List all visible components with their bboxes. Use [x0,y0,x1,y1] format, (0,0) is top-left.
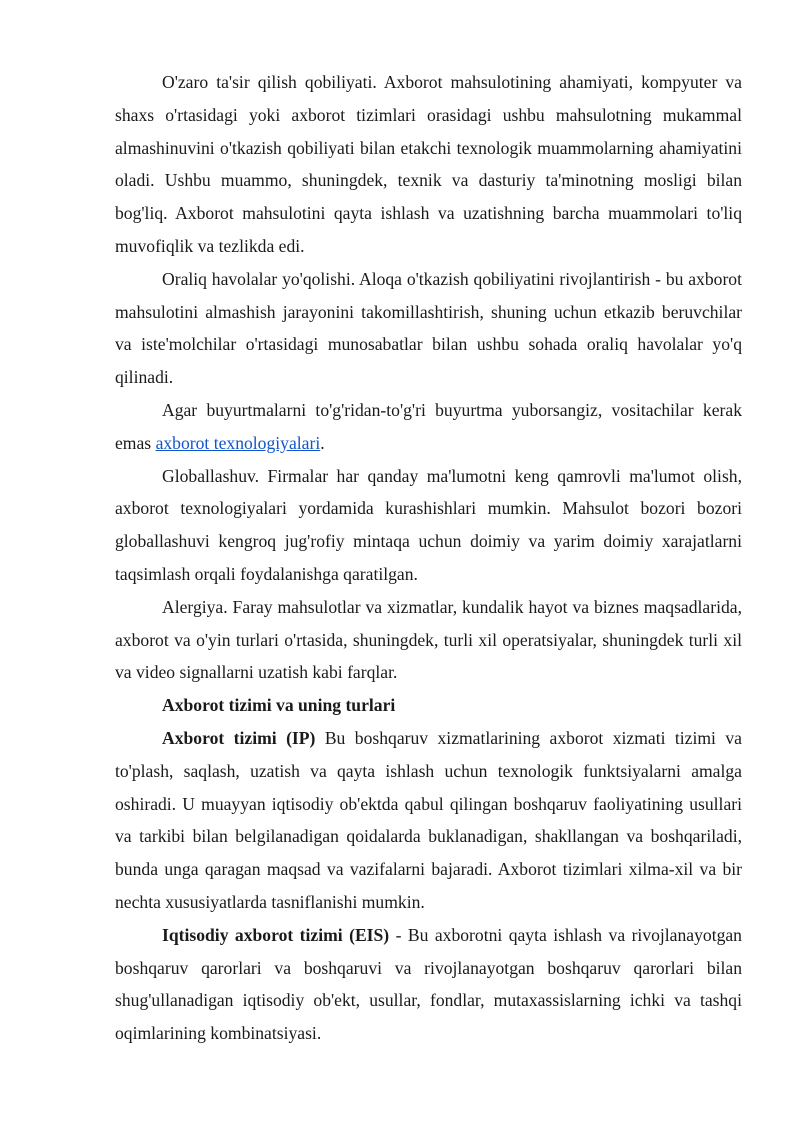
paragraph-interaction: O'zaro ta'sir qilish qobiliyati. Axborot mahsulotining ahamiyati, kompyuter va shaxs o'rtasidagi yoki axborot tizimlari orasidagi ushbu mahsulotning mukammal almashinuvini o'tkazish qobiliyati bilan etakchi texnologik muammolarning ahamiyatini oladi. Ushbu muammo, shuningdek, texnik va dasturiy ta'minotning mosligi bilan bog'liq. Axborot mahsulotini qayta ishlash va uzatishning barcha muammolari to'liq muvofiqlik va tezlikda edi. [115,72,742,256]
paragraph-orders-end: . [320,432,325,453]
paragraph-intermediate-links: Oraliq havolalar yo'qolishi. Aloqa o'tkazish qobiliyatini rivojlantirish - bu axborot mahsulotini almashish jarayonini takomillashtirish, shuning uchun etkazib beruvchilar va iste'molchilar o'rtasidagi munosabatlar bilan ushbu sohada oraliq havolalar yo'q qilinadi. [115,268,742,388]
paragraph-orders [115,394,742,460]
definition-economic-information-system: - Bu axborotni qayta ishlash va rivojlanayotgan boshqaruv qarorlari va boshqaruvi va rivojlanayotgan boshqaruv qarorlari bilan shug'ullanadigan iqtisodiy ob'ekt, usullar, fondlar, mutaxassislarning ichki va tashqi oqimlarining kombinatsiyasi. [115,924,742,1044]
paragraph-information-system [115,722,742,919]
term-information-system: Axborot tizimi (IP) [162,727,316,748]
section-heading: Axborot tizimi va uning turlari [162,695,396,716]
document-page [115,66,742,1050]
paragraph-economic-information-system [115,919,742,1050]
paragraph-orders-text: Agar buyurtmalarni to'g'ridan-to'g'ri buyurtma yuborsangiz, vositachilar kerak emas [115,399,742,453]
paragraph-globalization: Globallashuv. Firmalar har qanday ma'lumotni keng qamrovli ma'lumot olish, axborot texnologiyalari yordamida kurashishlari mumkin. Mahsulot bozori bozori globallashuvi kengroq jug'rofiy mintaqa uchun doimiy va yarim doimiy xarajatlarni taqsimlash orqali foydalanishga qaratilgan. [115,465,742,584]
paragraph-allergy: Alergiya. Faray mahsulotlar va xizmatlar, kundalik hayot va biznes maqsadlarida, axborot va o'yin turlari o'rtasida, shuningdek, turli xil operatsiyalar, shuningdek turli xil va video signallarni uzatish kabi farqlar. [115,596,742,683]
definition-information-system: Bu boshqaruv xizmatlarining axborot xizmati tizimi va to'plash, saqlash, uzatish va qayta ishlash uchun texnologik funktsiyalarni amalga oshiradi. U muayyan iqtisodiy ob'ektda qabul qilingan boshqaruv faoliyatining usullari va tarkibi bilan belgilanadigan qoidalarda buklanadigan, shakllangan va boshqariladi, bunda unga qaragan maqsad va vazifalarni bajaradi. Axborot tizimlari xilma-xil va bir nechta xususiyatlarda tasniflanishi mumkin. [115,727,742,912]
information-technologies-link[interactable]: axborot texnologiyalari [155,432,321,453]
term-economic-information-system: Iqtisodiy axborot tizimi (EIS) [162,924,390,945]
